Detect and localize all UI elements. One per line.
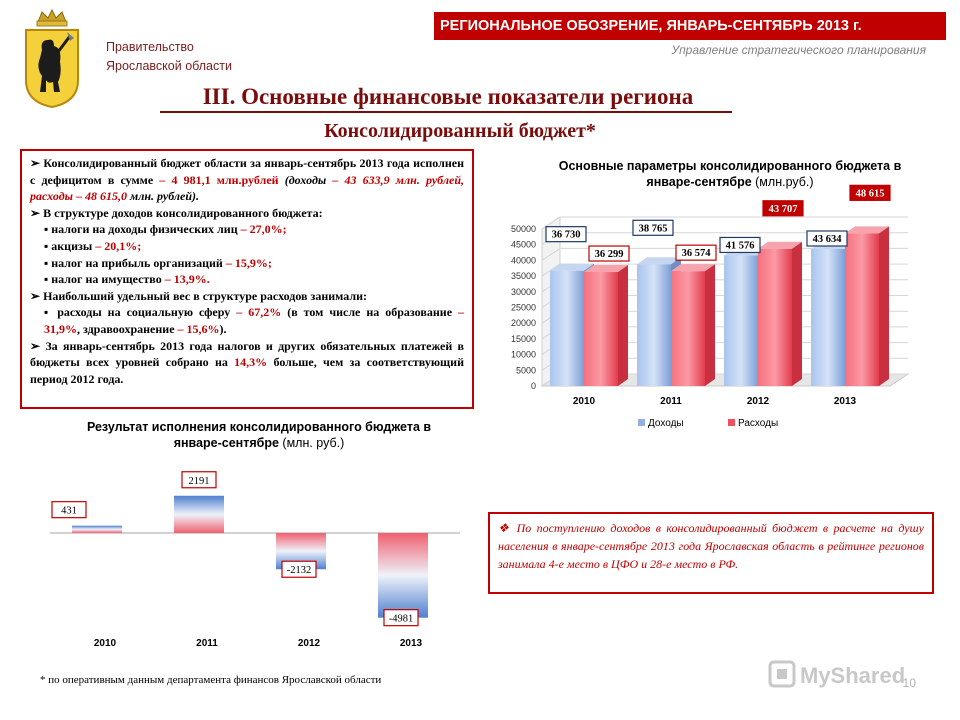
income-item-2: ▪ акцизы – 20,1%; [44,238,142,253]
government-line-1: Правительство [106,40,194,54]
chart1-bar-Доходы-2013 [811,249,845,386]
page-number: 10 [902,676,916,690]
chart1-bar-side [879,226,889,386]
chart1-x-label-2011: 2011 [660,396,682,407]
chart1-x-label-2010: 2010 [572,396,596,407]
expense-social-value: – 67,2% [230,305,282,320]
chart1-y-tick-label: 10000 [510,349,536,360]
chart1-bar-Доходы-2012 [724,255,758,386]
chart2-x-label-2013: 2013 [399,638,423,649]
summary-paragraph-3: ➢ Наибольший удельный вес в структуре расходов занимали: [30,288,368,303]
income-structure-heading: В структуре доходов консолидированного бюджета: [43,205,323,220]
chart1-y-tick-label: 45000 [510,239,536,250]
footnote: * по оперативным данным департамента финансов Ярославской области [40,674,382,686]
chart1-bar-Расходы-2010 [584,272,618,386]
chart1-y-tick-label: 5000 [515,365,536,376]
main-params-chart-units: (млн.руб.) [751,175,814,189]
income-expense-values: – 43 633,9 млн. рублей, расходы – 48 615,0 [30,172,464,204]
chart2-value-label-2010: 431 [61,505,77,517]
ranking-note-text: По поступлению доходов в консолидированный бюджет в расчете на душу населения в январе-сентябре 2013 года Ярославская область в рейтинге регионов занимала 4-е место в ЦФО и 28-е место в РФ. [498,521,925,571]
chart1-value-label-Доходы-2012: 41 576 [725,240,755,252]
expense-health-label: , здравоохранение [77,321,175,336]
summary-paragraph-4: ➢ За январь-сентябрь 2013 года налогов и других обязательных платежей в бюджеты всех уровней собрано на 14,3% больше, чем за соответствующий период 2012 года. [30,338,464,386]
chart1-value-label-Расходы-2013: 48 615 [855,188,885,200]
chart1-value-label-Расходы-2011: 36 574 [681,248,711,260]
chart1-bar-side [705,264,715,386]
chart1-y-tick-label: 40000 [510,255,536,266]
expense-item-label: расходы на социальную сферу [57,305,231,320]
income-item-3-value: – 15,9%; [222,255,272,270]
income-label: (доходы [278,172,333,187]
watermark-text: MyShared [800,663,906,688]
chart1-y-tick-label: 35000 [510,271,536,282]
deficit-text: Консолидированный бюджет области за январь-сентябрь 2013 года исполнен с дефицитом в сумме [30,156,464,187]
chart2-bar-2013 [378,533,428,618]
income-item-3: ▪ налог на прибыль организаций – 15,9%; [44,255,272,270]
government-line-2: Ярославской области [106,59,232,73]
chart2-bar-2010 [72,526,122,533]
chart1-y-tick-label: 15000 [510,333,536,344]
chart1-x-label-2013: 2013 [833,396,857,407]
units-text: млн. рублей). [127,189,200,204]
chart1-value-label-Расходы-2012: 43 707 [768,203,798,215]
chart1-value-label-Доходы-2010: 36 730 [551,229,581,241]
chart2-value-label-2011: 2191 [188,475,210,487]
income-item-1-value: – 27,0%; [237,222,287,237]
chart1-y-tick-label: 20000 [510,318,536,329]
department-label: Управление стратегического планирования [671,43,926,57]
result-chart [40,468,470,658]
expense-education-label: (в том числе на образование [281,305,453,320]
chart2-bar-2011 [174,496,224,533]
government-label [106,38,286,76]
review-banner: РЕГИОНАЛЬНОЕ ОБОЗРЕНИЕ, ЯНВАРЬ-СЕНТЯБРЬ 2013 г. [434,12,946,40]
expense-health-value: – 15,6% [174,321,220,336]
income-item-3-label: налог на прибыль организаций [51,255,223,270]
chart2-value-label-2012: -2132 [286,565,312,577]
result-chart-title [70,419,448,451]
expense-education-value: – 31,9% [44,305,464,336]
summary-paragraph-1: ➢ Консолидированный бюджет области за январь-сентябрь 2013 года исполнен с дефицитом в сумме – 4 981,1 млн.рублей (доходы – 43 633,9 млн. рублей, расходы – 48 615,0 млн. рублей). [30,156,464,204]
chart1-bar-side [792,242,802,386]
expense-close: ). [219,321,227,336]
income-item-2-value: – 20,1%; [92,238,142,253]
chart1-legend-label-Расходы: Расходы [738,418,779,429]
summary-paragraph-2: ➢ В структуре доходов консолидированного бюджета: [30,205,323,220]
expense-structure-heading: Наибольший удельный вес в структуре расходов занимали: [43,288,368,303]
chart1-y-tick-label: 30000 [510,286,536,297]
coat-of-arms-logo [24,10,80,108]
chart1-y-tick-label: 25000 [510,302,536,313]
page-subtitle: Консолидированный бюджет* [324,120,596,142]
chart1-bar-Расходы-2013 [845,233,879,386]
income-item-1-label: налоги на доходы физических лиц [51,222,238,237]
main-params-chart [486,188,930,442]
taxes-text: За январь-сентябрь 2013 года налогов и других обязательных платежей в бюджеты всех уровней собрано на [30,338,464,370]
chart2-x-label-2011: 2011 [196,638,218,649]
main-params-chart-title-text: Основные параметры консолидированного бюджета в январе-сентябре [558,159,902,189]
deficit-value: – 4 981,1 млн.рублей [153,172,279,187]
chart1-value-label-Доходы-2013: 43 634 [812,233,842,245]
ranking-note-box [488,512,934,594]
income-item-4-label: налог на имущество [51,272,162,287]
chart1-value-label-Доходы-2011: 38 765 [638,223,668,235]
chart1-value-label-Расходы-2010: 36 299 [594,249,624,261]
chart1-legend-swatch-Доходы [638,419,645,426]
taxes-growth-value: 14,3% [227,355,268,370]
diamond-bullet-icon: ❖ [498,521,517,535]
page-title: III. Основные финансовые показатели региона [202,84,694,109]
chart1-bar-side [618,265,628,386]
taxes-text-end: больше, чем за соответствующий период 2012 года. [30,355,464,386]
chart1-x-label-2012: 2012 [746,396,770,407]
budget-summary-box [20,149,474,409]
chart1-legend-label-Доходы: Доходы [648,418,684,429]
income-item-2-label: акцизы [51,238,93,253]
chart1-bar-Доходы-2010 [550,271,584,386]
chart1-bar-Доходы-2011 [637,264,671,386]
income-item-4-value: – 13,9%. [161,272,210,287]
chart1-y-tick-label: 50000 [510,224,536,234]
expense-item-1: ▪ расходы на социальную сферу – 67,2% (в том числе на образование – 31,9%, здравоохранение – 15,6%). [44,305,464,336]
chart1-y-tick-label: 0 [530,381,536,391]
chart1-legend-swatch-Расходы [728,419,735,426]
chart2-value-label-2013: -4981 [388,613,414,625]
title-underline [160,111,732,113]
income-item-4: ▪ налог на имущество – 13,9%. [44,272,210,287]
chart2-x-label-2012: 2012 [297,638,321,649]
chart2-x-label-2010: 2010 [93,638,117,649]
chart1-bar-Расходы-2012 [758,249,792,386]
result-chart-units: (млн. руб.) [278,436,345,450]
income-item-1: ▪ налоги на доходы физических лиц – 27,0%; [44,222,287,237]
chart1-bar-Расходы-2011 [671,271,705,386]
result-chart-title-text: Результат исполнения консолидированного бюджета в январе-сентябре [86,420,432,450]
